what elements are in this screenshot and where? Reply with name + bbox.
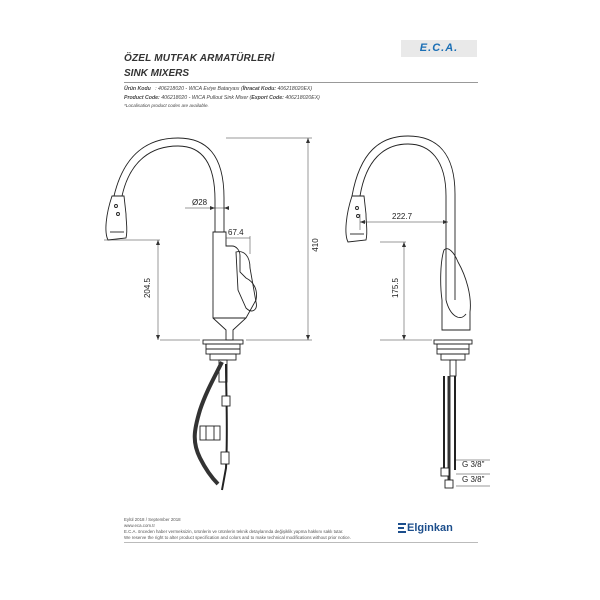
footer-divider (124, 542, 478, 543)
footer-date: Eylül 2018 / September 2018 (124, 517, 181, 522)
product-code-en-value: 406218020 - WICA Pullout Sink Mixer ( (159, 95, 252, 101)
side-view-dimensions (104, 138, 312, 340)
footer-url: www.eca.com.tr (124, 523, 155, 528)
eca-logo: E.C.A. (419, 42, 459, 54)
export-code-en-label: Export Code: (251, 95, 284, 101)
export-code-tr-label: İhracat Kodu: (242, 86, 277, 92)
product-code-tr-value: : 406218020 - WICA Eviye Bataryası ( (155, 86, 243, 92)
product-code-tr-label: Ürün Kodu (124, 86, 151, 92)
front-view-faucet (346, 136, 472, 488)
page-subtitle: SINK MIXERS (124, 68, 190, 79)
footer-note-tr: E.C.A. önceden haber vermeksizin, ürünlerin ve ürünlerin teknik detaylarında değişiklik yapma hakkını saklı tutar. (124, 529, 344, 534)
export-code-tr-value: 406218020EX) (276, 86, 313, 92)
product-code-en-label: Product Code: (124, 95, 160, 101)
dim-204-5-label: 204.5 (143, 277, 152, 299)
page-title: ÖZEL MUTFAK ARMATÜRLERİ (124, 53, 275, 64)
localisation-note: *Localisation product codes are available. (124, 103, 209, 108)
side-view-faucet (106, 138, 257, 490)
thread-size-label-1: G 3/8" (462, 460, 485, 469)
dim-222-7-label: 222.7 (392, 212, 413, 221)
elginkan-brand: Elginkan (407, 522, 453, 534)
dim-175-5-label: 175.5 (391, 277, 400, 299)
thread-size-label-2: G 3/8" (462, 475, 485, 484)
dim-410-label: 410 (311, 238, 320, 252)
footer-note-en: We reserve the right to alter product specification and colors and to make technical modifications without prior notice. (124, 535, 351, 540)
elginkan-logo-icon (398, 523, 406, 533)
dim-diameter-label: Ø28 (192, 198, 208, 207)
front-view-dimensions (360, 214, 490, 486)
export-code-en-value: 406218020EX) (283, 95, 320, 101)
dim-67-4-label: 67.4 (228, 228, 244, 237)
